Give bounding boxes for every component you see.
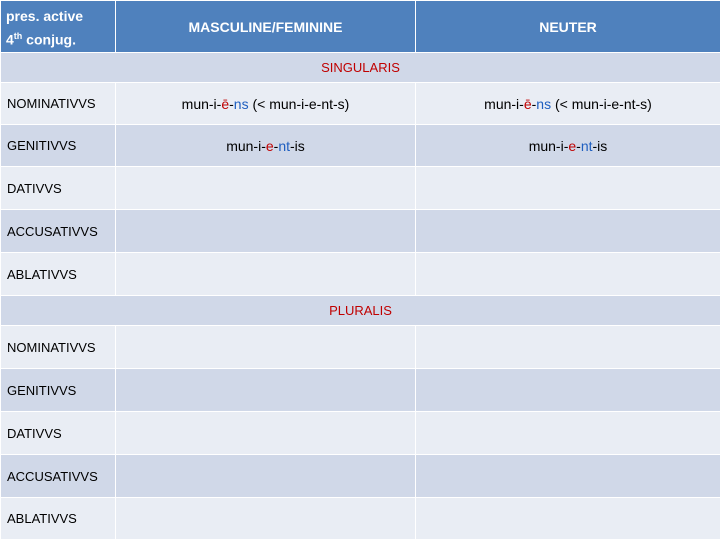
case-label: GENITIVVS: [1, 369, 116, 412]
form-neuter: [416, 412, 720, 455]
case-label: ACCUSATIVVS: [1, 210, 116, 253]
form-origin-note: (< mun-i-e-nt-s): [551, 95, 652, 112]
form-stem: mun-i-: [528, 137, 569, 154]
table-row: [1, 83, 720, 125]
form-origin-note: (< mun-i-e-nt-s): [248, 95, 350, 112]
form-neuter: [416, 125, 720, 167]
form-separator: -: [273, 137, 279, 154]
form-neuter: [416, 253, 720, 296]
form-neuter: [416, 210, 720, 253]
table-row: [1, 369, 720, 412]
table-row: [1, 253, 720, 296]
form-suffix: ns: [233, 95, 249, 112]
form-separator: -: [576, 137, 581, 154]
case-label: ABLATIVVS: [1, 253, 116, 296]
case-label: GENITIVVS: [1, 125, 116, 167]
header-row: [1, 1, 720, 53]
form-masc-fem: [116, 498, 416, 540]
form-stem: mun-i-: [181, 95, 222, 112]
form-thematic-vowel: e: [568, 137, 577, 154]
column-header-masc-fem: MASCULINE/FEMININE: [116, 1, 416, 53]
form-masc-fem: [116, 253, 416, 296]
section-label-plural: PLURALIS: [1, 296, 720, 326]
case-label: DATIVVS: [1, 167, 116, 210]
section-row-plural: [1, 296, 720, 326]
form-masc-fem: [116, 369, 416, 412]
form-neuter: [416, 326, 720, 369]
form-ending: -is: [290, 137, 305, 154]
form-neuter: [416, 369, 720, 412]
table-row: [1, 210, 720, 253]
form-masc-fem: [116, 326, 416, 369]
caption-line2-rest: conjug.: [22, 31, 76, 48]
table-row: [1, 167, 720, 210]
table-row: [1, 412, 720, 455]
caption-ordinal-suffix: th: [13, 31, 23, 41]
caption-line1: pres. active: [6, 8, 84, 24]
case-label: ACCUSATIVVS: [1, 455, 116, 498]
form-separator: -: [531, 95, 537, 112]
table-caption-cell: [1, 1, 116, 53]
case-label: DATIVVS: [1, 412, 116, 455]
form-neuter: [416, 455, 720, 498]
table-row: [1, 498, 720, 540]
form-masc-fem: [116, 125, 416, 167]
form-masc-fem: [116, 210, 416, 253]
case-label: NOMINATIVVS: [1, 326, 116, 369]
table-row: [1, 326, 720, 369]
form-thematic-vowel: ē: [523, 95, 532, 112]
section-row-singular: [1, 53, 720, 83]
form-suffix: ns: [536, 95, 552, 112]
form-neuter: [416, 83, 720, 125]
form-stem: mun-i-: [484, 95, 524, 112]
form-suffix: nt: [278, 137, 291, 154]
table-row: [1, 455, 720, 498]
case-label: NOMINATIVVS: [1, 83, 116, 125]
form-thematic-vowel: e: [265, 137, 274, 154]
form-stem: mun-i-: [226, 137, 266, 154]
form-neuter: [416, 498, 720, 540]
form-masc-fem: [116, 455, 416, 498]
case-label: ABLATIVVS: [1, 498, 116, 540]
form-thematic-vowel: ē: [221, 95, 230, 112]
form-masc-fem: [116, 83, 416, 125]
form-neuter: [416, 167, 720, 210]
column-header-neuter: NEUTER: [416, 1, 720, 53]
section-label-singular: SINGULARIS: [1, 53, 720, 83]
form-ending: -is: [592, 137, 608, 154]
form-masc-fem: [116, 167, 416, 210]
form-masc-fem: [116, 412, 416, 455]
form-separator: -: [229, 95, 234, 112]
form-suffix: nt: [580, 137, 593, 154]
caption-ordinal-number: 4: [6, 31, 14, 48]
table-row: [1, 125, 720, 167]
